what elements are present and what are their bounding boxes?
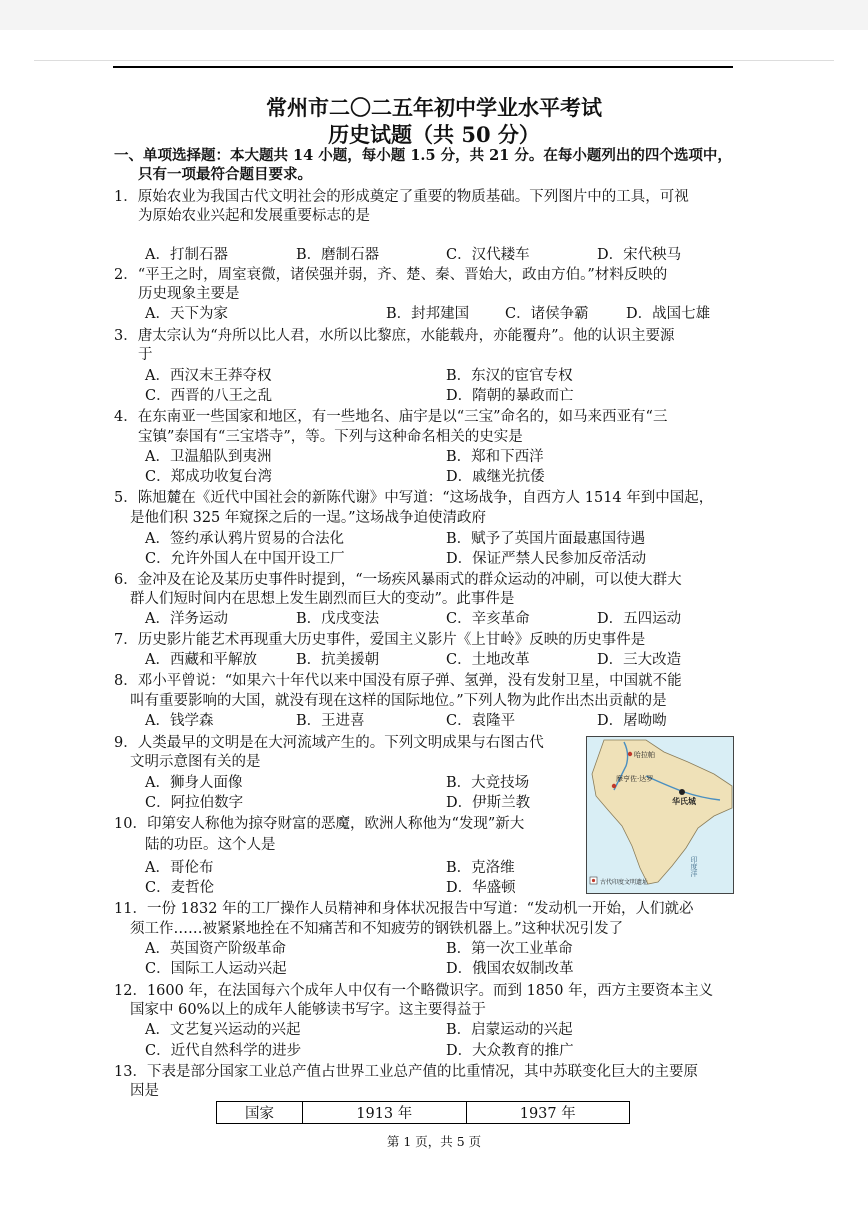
question-3-option-c: C．西晋的八王之乱 bbox=[145, 388, 273, 404]
question-5-option-a: A．签约承认鸦片贸易的合法化 bbox=[145, 531, 344, 547]
section-heading: 一、单项选择题：本大题共 14 小题，每小题 1.5 分，共 21 分。在每小题列出的四个选项中， bbox=[114, 147, 732, 164]
map-legend-text: 古代印度文明遗址 bbox=[600, 879, 649, 886]
question-5-stem-cont: 是他们积 325 年窥探之后的一逞。”这场战争迫使清政府 bbox=[130, 510, 487, 526]
question-4-stem: 4．在东南亚一些国家和地区，有一些地名、庙宇是以“三宝”命名的，如马来西亚有“三 bbox=[114, 409, 668, 425]
question-9-option-d: D．伊斯兰教 bbox=[446, 795, 531, 811]
question-11-stem-cont: 须工作……被紧紧地拴在不知痛苦和不知疲劳的钢铁机器上。”这种状况引发了 bbox=[130, 921, 624, 937]
question-5-option-d: D．保证严禁人民参加反帝活动 bbox=[446, 551, 647, 567]
question-4-option-a: A．卫温船队到夷洲 bbox=[145, 449, 272, 465]
question-2-option-d: D．战国七雄 bbox=[626, 306, 711, 322]
question-10-option-a: A．哥伦布 bbox=[145, 860, 214, 876]
question-7-stem: 7．历史影片能艺术再现重大历史事件，爱国主义影片《上甘岭》反映的历史事件是 bbox=[114, 632, 646, 648]
page-footer: 第 1 页，共 5 页 bbox=[386, 1134, 482, 1149]
question-1-option-c: C．汉代耧车 bbox=[446, 247, 530, 263]
question-5-stem: 5．陈旭麓在《近代中国社会的新陈代谢》中写道：“这场战争，自西方人 1514 年到中国起， bbox=[114, 490, 714, 506]
question-12-option-a: A．文艺复兴运动的兴起 bbox=[145, 1022, 301, 1038]
question-9-option-c: C．阿拉伯数字 bbox=[145, 795, 244, 811]
question-1-stem: 1．原始农业为我国古代文明社会的形成奠定了重要的物质基础。下列图片中的工具，可视 bbox=[114, 189, 689, 205]
question-7-option-b: B．抗美援朝 bbox=[296, 652, 380, 668]
exam-subtitle: 历史试题（共 50 分） bbox=[328, 122, 540, 147]
question-2-option-b: B．封邦建国 bbox=[386, 306, 470, 322]
question-8-stem-cont: 叫有重要影响的大国，就没有现在这样的国际地位。”下列人物为此作出杰出贡献的是 bbox=[130, 693, 667, 709]
harappa-site-marker bbox=[628, 752, 632, 756]
question-2-stem-cont: 历史现象主要是 bbox=[138, 286, 240, 302]
question-9-stem-cont: 文明示意图有关的是 bbox=[130, 754, 261, 770]
question-8-option-a: A．钱学森 bbox=[145, 713, 214, 729]
question-12-stem-cont: 国家中 60%以上的成年人能够读书写字。这主要得益于 bbox=[130, 1002, 486, 1018]
question-10-option-c: C．麦哲伦 bbox=[145, 880, 215, 896]
question-12-stem: 12．1600 年，在法国每六个成年人中仅有一个略微识字。而到 1850 年，西方主要资本主义 bbox=[114, 983, 714, 999]
question-6-option-a: A．洋务运动 bbox=[145, 611, 228, 627]
question-10-option-b: B．克洛维 bbox=[446, 860, 515, 876]
question-8-option-c: C．袁隆平 bbox=[446, 713, 516, 729]
question-7-option-d: D．三大改造 bbox=[597, 652, 682, 668]
question-2-stem: 2．“平王之时，周室衰微，诸侯强并弱，齐、楚、秦、晋始大，政由方伯。”材料反映的 bbox=[114, 267, 668, 283]
question-11-option-c: C．国际工人运动兴起 bbox=[145, 961, 287, 977]
question-10-stem-cont: 陆的功臣。这个人是 bbox=[145, 837, 276, 853]
question-3-option-a: A．西汉末王莽夺权 bbox=[145, 368, 272, 384]
question-6-option-c: C．辛亥革命 bbox=[446, 611, 530, 627]
question-10-option-d: D．华盛顿 bbox=[446, 880, 516, 896]
map-label-mohenjo: 摩亨佐·达罗 bbox=[616, 775, 654, 783]
table-header-1937: 1937 年 bbox=[466, 1102, 630, 1124]
map-legend-dot bbox=[592, 879, 595, 882]
question-5-option-b: B．赋予了英国片面最惠国待遇 bbox=[446, 531, 646, 547]
question-6-option-d: D．五四运动 bbox=[597, 611, 682, 627]
map-label-harappa: 哈拉帕 bbox=[634, 751, 655, 759]
question-8-option-b: B．王进喜 bbox=[296, 713, 365, 729]
exam-title: 常州市二〇二五年初中学业水平考试 bbox=[266, 95, 602, 120]
question-1-stem-cont: 为原始农业兴起和发展重要标志的是 bbox=[138, 208, 370, 224]
question-9-option-b: B．大竞技场 bbox=[446, 775, 530, 791]
section-heading-cont: 只有一项最符合题目要求。 bbox=[138, 166, 312, 183]
map-label-ocean: 印度洋 bbox=[690, 856, 698, 877]
page-top-margin bbox=[0, 0, 868, 30]
question-10-stem: 10．印第安人称他为掠夺财富的恶魔，欧洲人称他为“发现”新大 bbox=[114, 816, 525, 832]
table-header-row bbox=[217, 1102, 630, 1124]
question-11-option-b: B．第一次工业革命 bbox=[446, 941, 573, 957]
question-12-option-b: B．启蒙运动的兴起 bbox=[446, 1022, 573, 1038]
question-3-stem-cont: 于 bbox=[138, 347, 153, 363]
question-5-option-c: C．允许外国人在中国开设工厂 bbox=[145, 551, 345, 567]
table-header-1913: 1913 年 bbox=[303, 1102, 466, 1124]
question-1-option-d: D．宋代秧马 bbox=[597, 247, 682, 263]
question-12-option-c: C．近代自然科学的进步 bbox=[145, 1043, 302, 1059]
question-7-option-c: C．土地改革 bbox=[446, 652, 530, 668]
question-6-option-b: B．戊戌变法 bbox=[296, 611, 380, 627]
question-9-option-a: A．狮身人面像 bbox=[145, 775, 243, 791]
question-13-stem: 13．下表是部分国家工业总产值占世界工业总产值的比重情况，其中苏联变化巨大的主要原 bbox=[114, 1064, 698, 1080]
table-header-country: 国家 bbox=[217, 1102, 303, 1124]
header-rule bbox=[113, 66, 733, 68]
question-11-option-a: A．英国资产阶级革命 bbox=[145, 941, 286, 957]
question-1-option-b: B．磨制石器 bbox=[296, 247, 380, 263]
pataliputra-marker bbox=[679, 789, 685, 795]
map-label-city: 华氏城 bbox=[672, 797, 696, 806]
ancient-india-map bbox=[586, 736, 734, 894]
question-4-option-c: C．郑成功收复台湾 bbox=[145, 469, 273, 485]
question-1-option-a: A．打制石器 bbox=[145, 247, 228, 263]
question-6-stem-cont: 群人们短时间内在思想上发生剧烈而巨大的变动”。此事件是 bbox=[130, 591, 515, 607]
question-3-option-d: D．隋朝的暴政而亡 bbox=[446, 388, 574, 404]
question-8-stem: 8．邓小平曾说：“如果六十年代以来中国没有原子弹、氢弹，没有发射卫星，中国就不能 bbox=[114, 673, 682, 689]
question-3-option-b: B．东汉的宦官专权 bbox=[446, 368, 573, 384]
question-11-option-d: D．俄国农奴制改革 bbox=[446, 961, 574, 977]
question-2-option-c: C．诸侯争霸 bbox=[505, 306, 589, 322]
page-frame-line bbox=[34, 60, 834, 61]
question-6-stem: 6．金冲及在论及某历史事件时提到，“一场疾风暴雨式的群众运动的冲刷，可以使大群大 bbox=[114, 572, 682, 588]
question-2-option-a: A．天下为家 bbox=[145, 306, 228, 322]
mohenjo-daro-site-marker bbox=[612, 784, 616, 788]
question-4-option-d: D．戚继光抗倭 bbox=[446, 469, 545, 485]
question-12-option-d: D．大众教育的推广 bbox=[446, 1043, 574, 1059]
question-9-stem: 9．人类最早的文明是在大河流域产生的。下列文明成果与右图古代 bbox=[114, 735, 544, 751]
question-7-option-a: A．西藏和平解放 bbox=[145, 652, 257, 668]
question-13-stem-cont: 因是 bbox=[130, 1083, 159, 1099]
question-11-stem: 11．一份 1832 年的工厂操作人员精神和身体状况报告中写道：“发动机一开始，人们就必 bbox=[114, 901, 694, 917]
question-3-stem: 3．唐太宗认为“舟所以比人君，水所以比黎庶，水能载舟，亦能覆舟”。他的认识主要源 bbox=[114, 328, 675, 344]
industry-share-table bbox=[216, 1101, 630, 1124]
question-8-option-d: D．屠呦呦 bbox=[597, 713, 667, 729]
question-4-option-b: B．郑和下西洋 bbox=[446, 449, 544, 465]
question-4-stem-cont: 宝镇”泰国有“三宝塔寺”，等。下列与这种命名相关的史实是 bbox=[138, 429, 523, 445]
